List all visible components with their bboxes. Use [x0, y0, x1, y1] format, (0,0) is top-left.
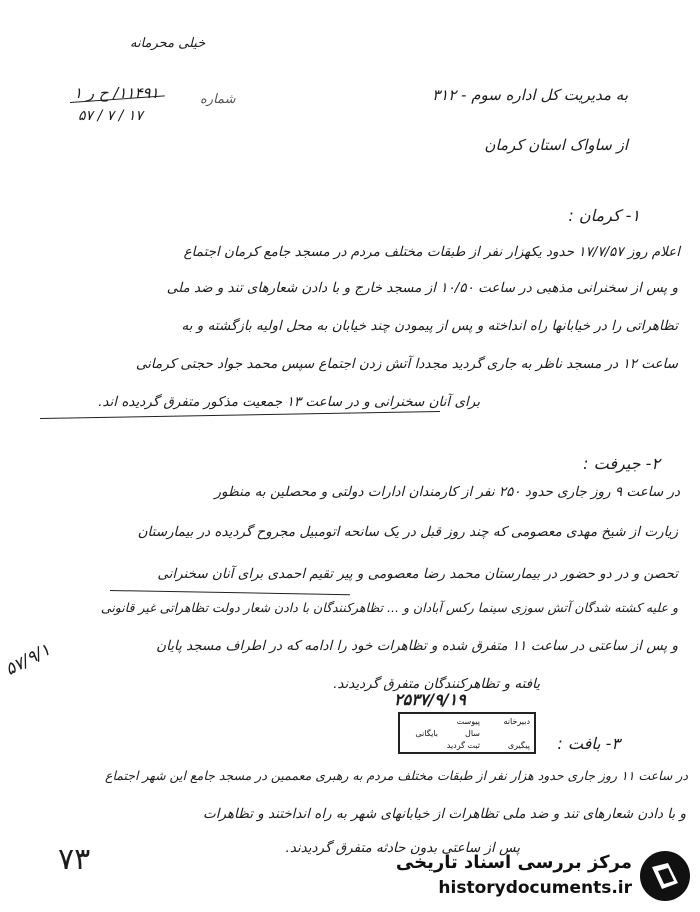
handwritten-date: ۲۵۳۷/۹/۱۹ [394, 690, 466, 709]
section-2-line: تحصن و در دو حضور در بیمارستان محمد رضا معصومی و پیر تقیم احمدی برای آنان سخنرانی [157, 566, 678, 582]
stamp-cell: پیگیری [507, 741, 530, 750]
handwritten-note-top: خیلی محرمانه [130, 36, 206, 51]
section-2-line: زیارت از شیخ مهدی معصومی که چند روز قبل در یک سانحه اتومبیل مجروح گردیده در بیمارستان [137, 524, 678, 540]
stamp-cell: سال [465, 729, 480, 738]
number-value: ۱۱۴۹۱/ ح ر ۱ [74, 84, 159, 102]
underline [40, 411, 440, 419]
section-2-line: یافته و تظاهرکنندگان متفرق گردیدند. [333, 676, 540, 692]
page-number: ۷۳ [58, 842, 91, 877]
date-value: ۱۷ / ۷ / ۵۷ [78, 108, 143, 124]
section-2-line: و علیه کشته شدگان آتش سوزی سینما رکس آبادان و ... تظاهرکنندگان با دادن شعار دولت تظاهراتی غیر قانونی [100, 600, 678, 615]
registry-stamp [398, 712, 536, 754]
recipient: به مدیریت کل اداره سوم - ۳۱۲ [432, 86, 628, 104]
underline [110, 590, 350, 595]
sender: از ساواک استان کرمان [484, 136, 628, 154]
section-3-line: در ساعت ۱۱ روز جاری حدود هزار نفر از طبقات مختلف مردم به رهبری معممین در مسجد جامع این شهر اجتماع [105, 768, 688, 783]
margin-note: ۵۷/۹/۱ [2, 639, 54, 681]
section-2-line: و پس از ساعتی در ساعت ۱۱ متفرق شده و تظاهرات خود را ادامه که در اطراف مسجد پایان [156, 638, 678, 654]
section-2-heading: ۲- جیرفت : [583, 454, 660, 473]
section-1-line: برای آنان سخنرانی و در ساعت ۱۳ جمعیت مذکور متفرق گردیده اند. [98, 394, 480, 410]
stamp-cell: دبیرخانه [503, 717, 530, 726]
stamp-cell: پیوست [456, 717, 480, 726]
section-1-line: ساعت ۱۲ در مسجد ناظر به جاری گردید مجددا آتش زدن اجتماع سپس محمد جواد حجتی کرمانی [135, 356, 678, 372]
history-documents-logo [395, 848, 694, 904]
section-2-line: در ساعت ۹ روز جاری حدود ۲۵۰ نفر از کارمندان ادارات دولتی و محصلین به منظور [214, 484, 680, 500]
number-label: شماره [200, 92, 236, 107]
stamp-cell: بایگانی [415, 729, 438, 738]
section-3-line: و با دادن شعارهای تند و ضد ملی تظاهرات از خیابانهای شهر به راه انداختند و تظاهرات [203, 806, 686, 822]
watermark-name: مرکز بررسی اسناد تاریخی [395, 852, 632, 873]
section-1-line: اعلام روز ۱۷/۷/۵۷ حدود یکهزار نفر از طبقات مختلف مردم در مسجد جامع کرمان اجتماع [183, 244, 680, 260]
section-1-line: و پس از سخنرانی مذهبی در ساعت ۱۰/۵۰ از مسجد خارج و با دادن شعارهای تند و ضد ملی [166, 280, 678, 296]
stamp-cell: ثبت گردید [446, 741, 480, 750]
section-1-heading: ۱- کرمان : [568, 206, 640, 225]
section-3-line: پس از ساعتی بدون حادثه متفرق گردیدند. [285, 840, 520, 856]
logo-icon [638, 849, 692, 903]
section-1-line: تظاهراتی را در خیابانها راه انداخته و پس از پیمودن چند خیابان به محل اولیه بازگشته و به [181, 318, 678, 334]
watermark-url: historydocuments.ir [438, 878, 632, 898]
section-3-heading: ۳- بافت : [557, 734, 620, 753]
